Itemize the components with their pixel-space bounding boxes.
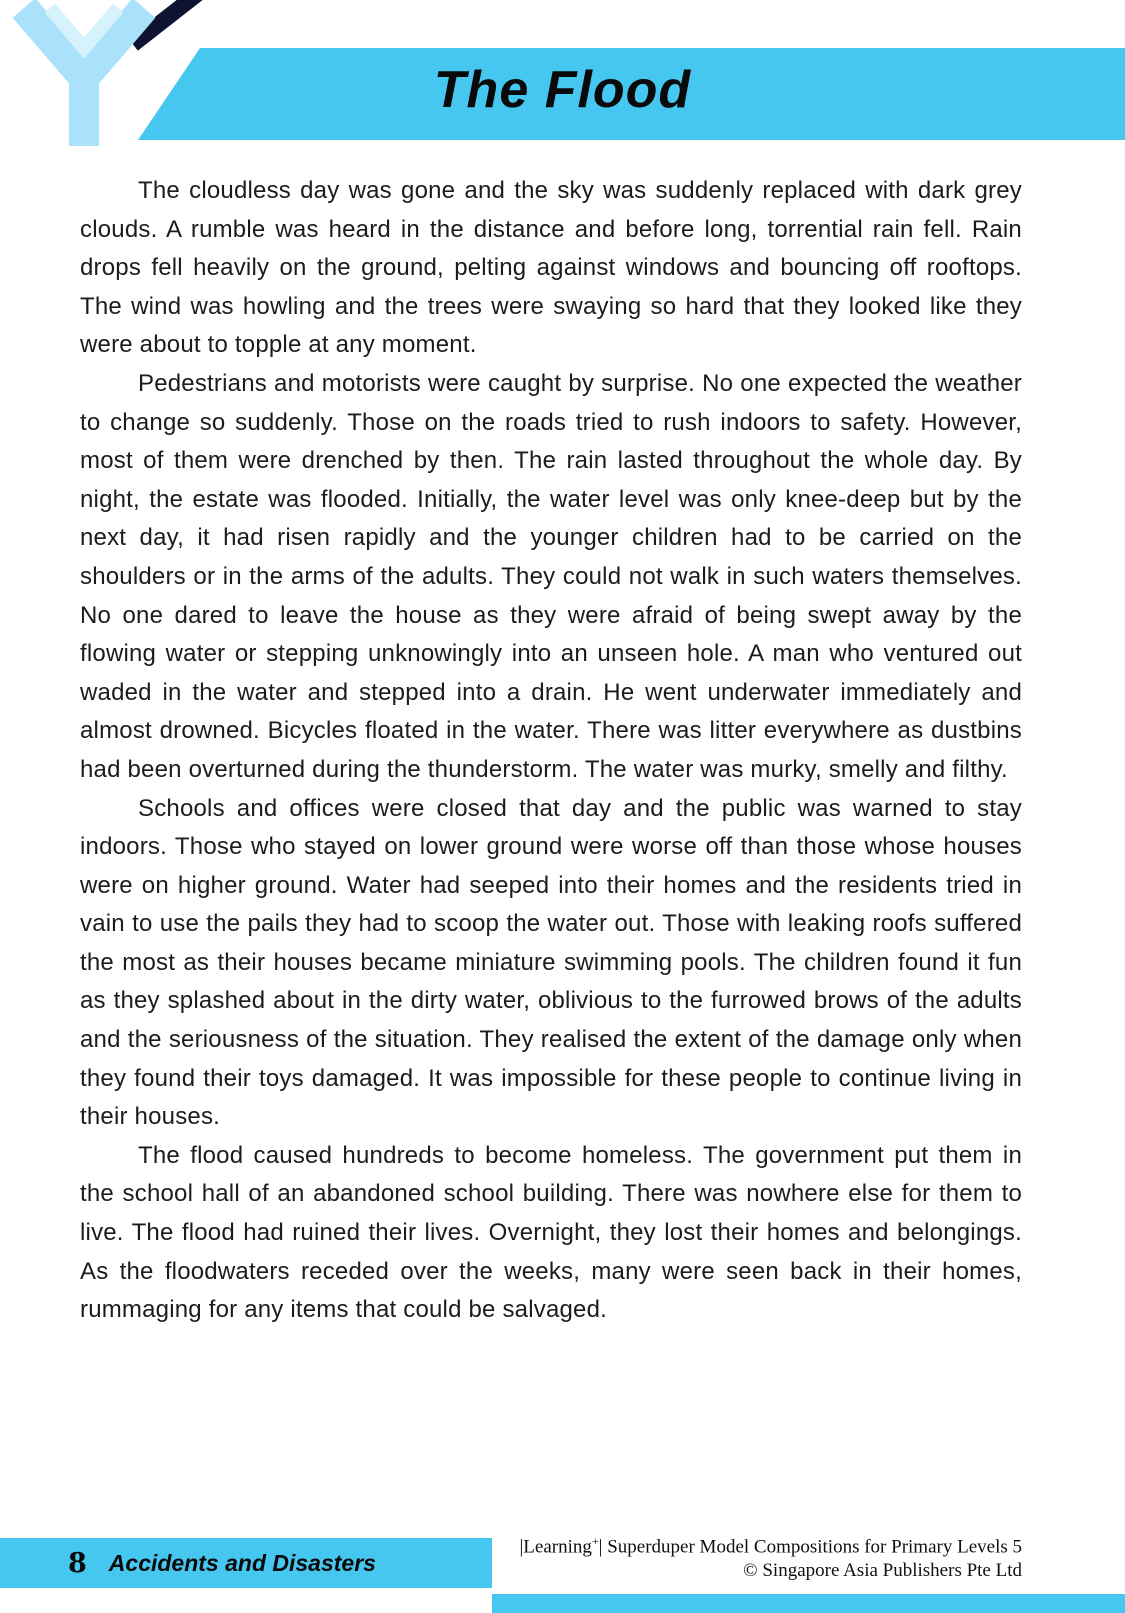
page-number: 8 (68, 1547, 87, 1579)
paragraph-3: Schools and offices were closed that day and the public was warned to stay indoors. Those who stayed on lower ground were worse off than those whose houses were on higher ground. Water had seeped into their homes and the residents tried in vain to use the pails they had to scoop the water out. Those with leaking roofs suffered the most as their houses became miniature swimming pools. The children found it fun as they splashed about in the dirty water, oblivious to the furrowed brows of the adults and the seriousness of the situation. They realised the extent of the damage only when they found their toys damaged. It was impossible for these people to continue living in their houses. (80, 794, 1022, 1131)
copyright-line: © Singapore Asia Publishers Pte Ltd (743, 1560, 1022, 1581)
footer-section-band (0, 1538, 492, 1588)
paragraph-2: Pedestrians and motorists were caught by surprise. No one expected the weather to change so suddenly. Those on the roads tried to rush indoors to safety. However, most of them were drenched by then. The rain lasted throughout the whole day. By night, the estate was flooded. Initially, the water level was only knee-deep but by the next day, it had risen rapidly and the younger children had to be carried on the shoulders or in the arms of the adults. They could not walk in such waters themselves. No one dared to leave the house as they were afraid of being swept away by the flowing water or stepping unknowingly into an unseen hole. A man who ventured out waded in the water and stepped into a drain. He went underwater immediately and almost drowned. Bicycles floated in the water. There was litter everywhere as dustbins had been overturned during the thunderstorm. The water was murky, smelly and filthy. (80, 369, 1022, 783)
page-header (0, 0, 1125, 180)
footer-credits (519, 1529, 1022, 1583)
series-title-superscript: + (591, 1533, 599, 1548)
series-title (519, 1529, 1022, 1559)
series-title-prefix: |Learning (519, 1536, 592, 1557)
paragraph-1: The cloudless day was gone and the sky was suddenly replaced with dark grey clouds. A rumble was heard in the distance and before long, torrential rain fell. Rain drops fell heavily on the ground, pelting against windows and bouncing off rooftops. The wind was howling and the trees were swaying so hard that they looked like they were about to topple at any moment. (80, 177, 1022, 359)
bottom-accent-bar (492, 1594, 1125, 1613)
page-title: The Flood (433, 61, 692, 119)
series-title-suffix: | Superduper Model Compositions for Primary Levels 5 (598, 1536, 1022, 1557)
section-title: Accidents and Disasters (108, 1549, 376, 1576)
paragraph-4: The flood caused hundreds to become homeless. The government put them in the school hall of an abandoned school building. There was nowhere else for them to live. The flood had ruined their lives. Overnight, they lost their homes and belongings. As the floodwaters receded over the weeks, many were seen back in their homes, rummaging for any items that could be salvaged. (80, 1141, 1022, 1324)
